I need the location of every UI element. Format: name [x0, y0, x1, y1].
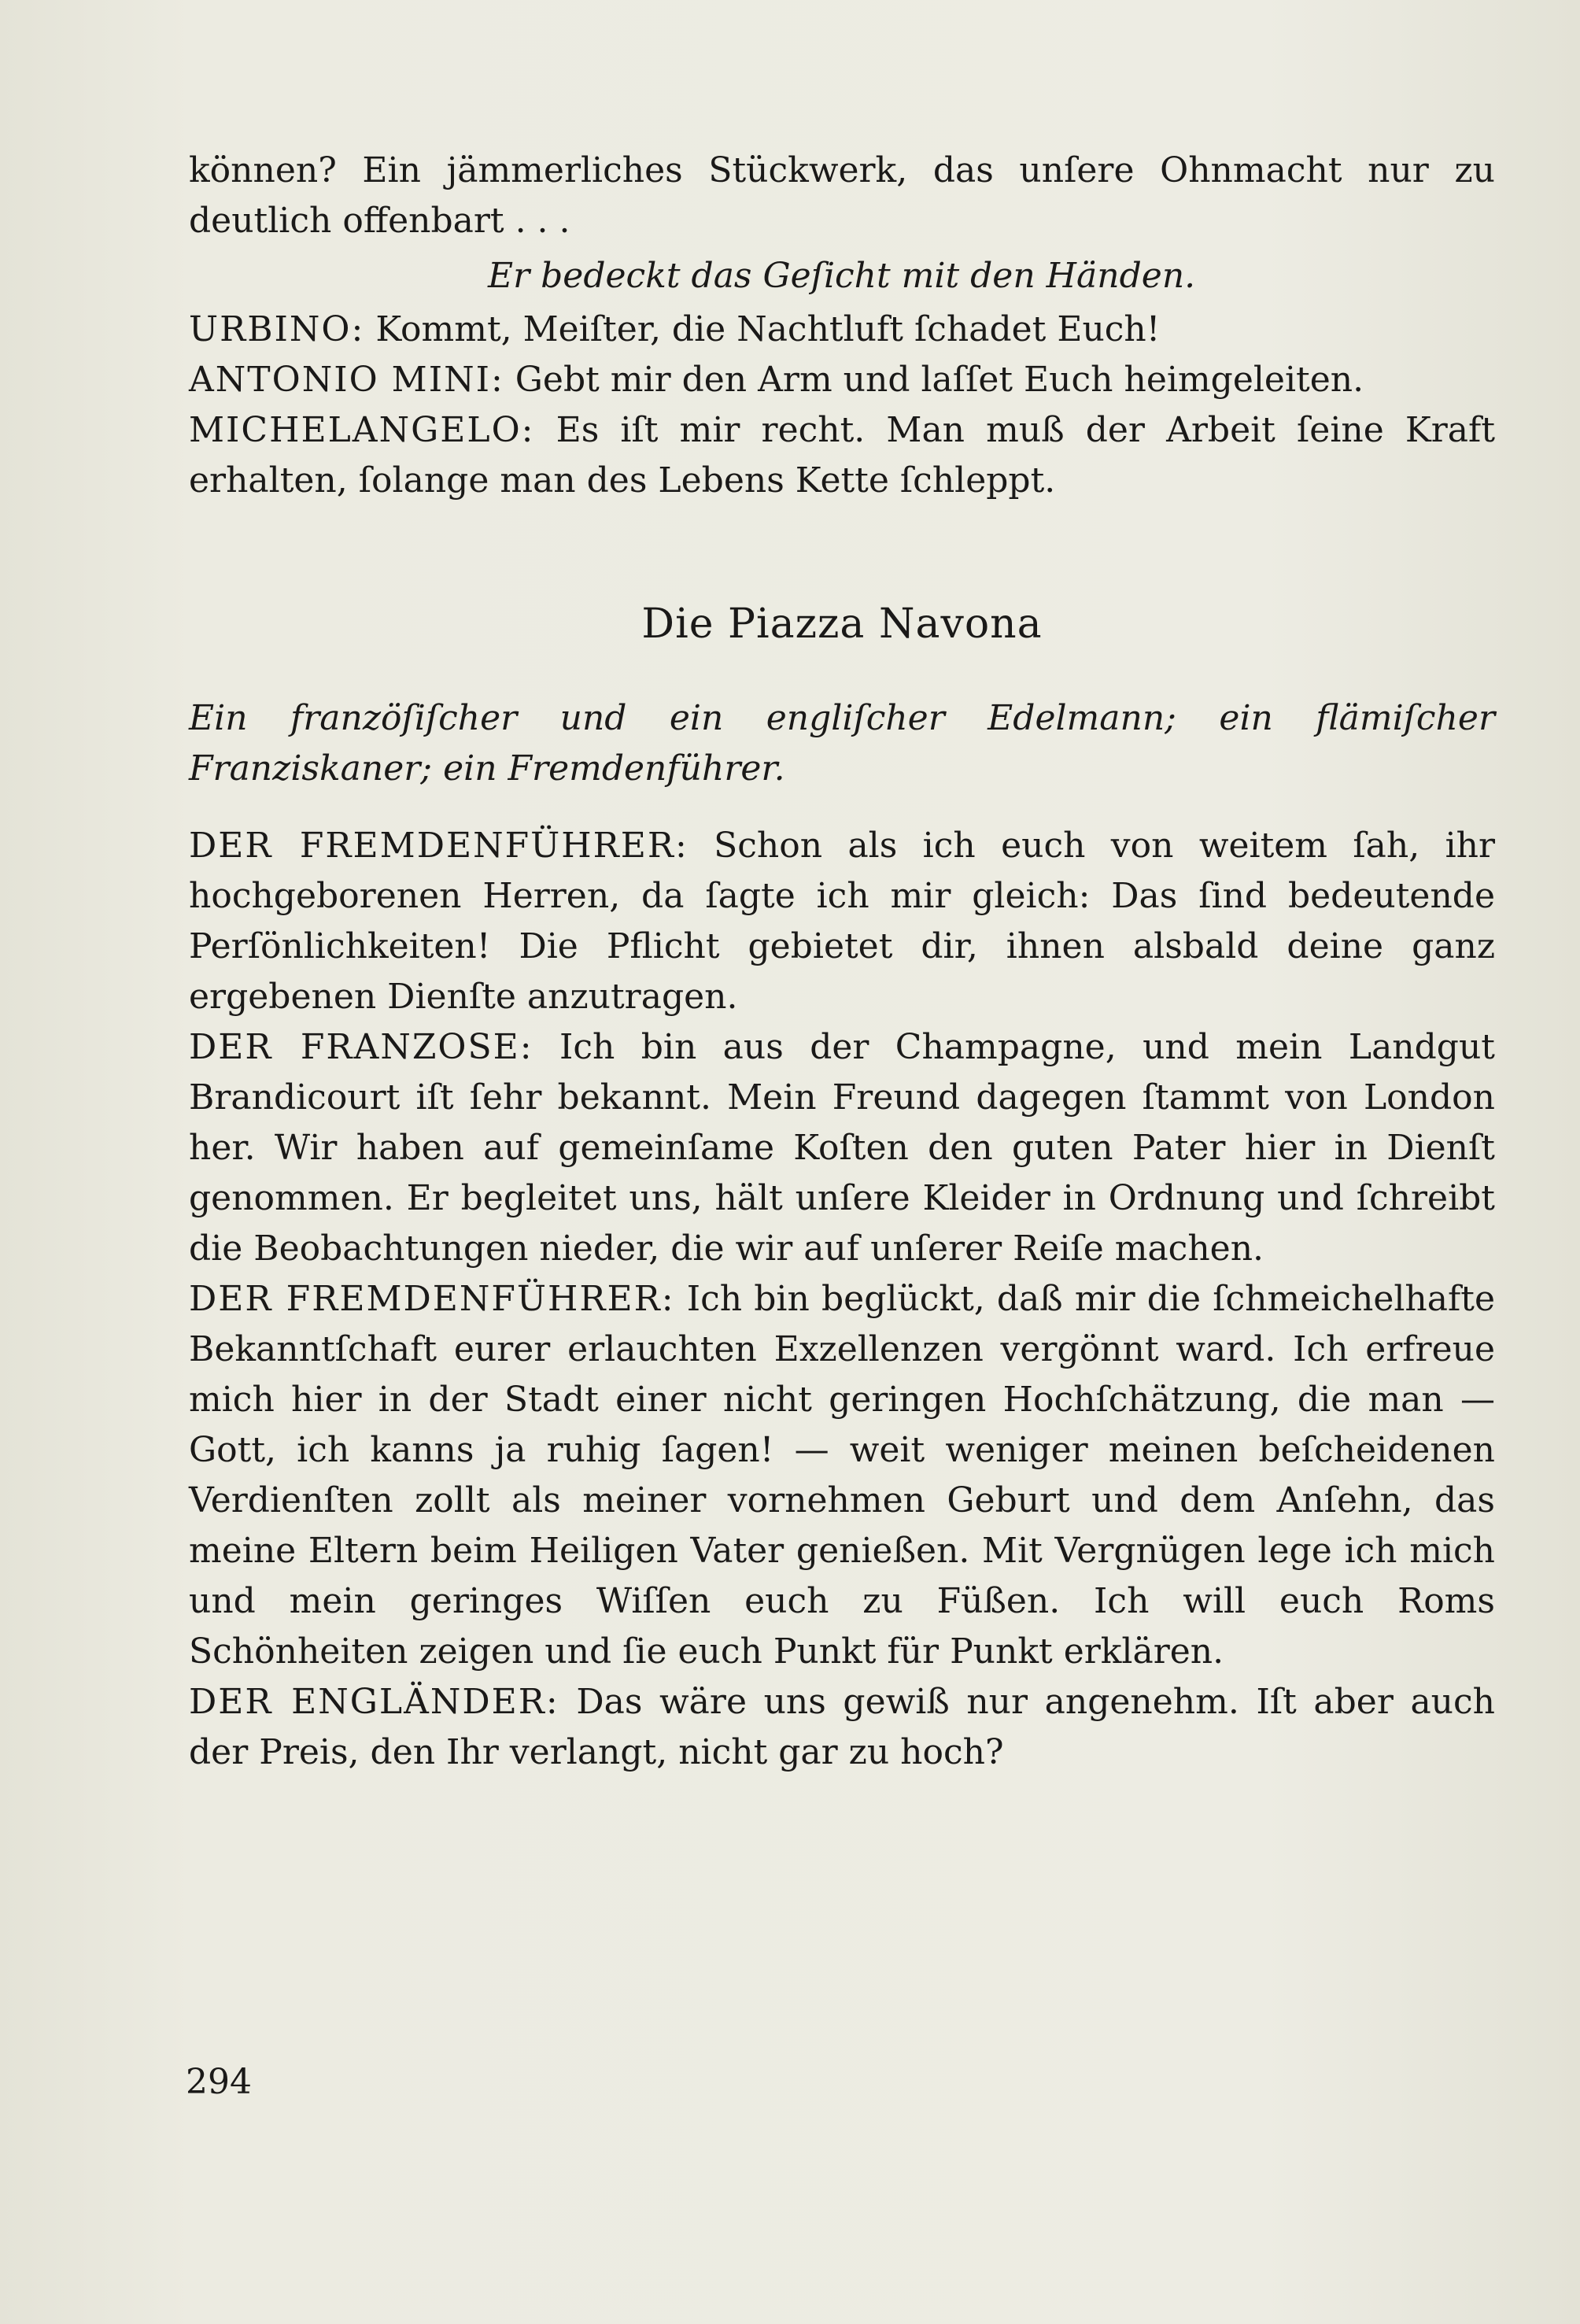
speech-text: Gebt mir den Arm und laſſet Euch heimgeleiten.: [504, 360, 1364, 400]
speech-text: Das wäre uns gewiß nur angenehm. Iſt aber auch der Preis, den Ihr verlangt, nicht gar zu hoch?: [189, 1682, 1496, 1772]
dialogue-line-englaender: [189, 1677, 1495, 1778]
dialogue-line-fremdenfuehrer-2: [189, 1274, 1495, 1677]
speaker-name: MICHELANGELO:: [189, 410, 535, 450]
speech-text: Schon als ich euch von weitem ſah, ihr hochgeborenen Herren, da ſagte ich mir gleich: Das ſind bedeutende Perſönlichkeiten! Die Pflicht gebietet dir, ihnen alsbald deine ganz ergebenen Dienſte anzutragen.: [189, 826, 1496, 1017]
page-number: 294: [186, 2062, 252, 2102]
dialogue-line-antonio-mini: [189, 355, 1495, 405]
cast-list: Ein franzöſiſcher und ein engliſcher Edelmann; ein flämiſcher Franziskaner; ein Fremdenführer.: [189, 698, 1495, 789]
speaker-name: DER FREMDENFÜHRER:: [189, 1279, 675, 1319]
speech-text: Ich bin aus der Champagne, und mein Landgut Brandicourt iſt ſehr bekannt. Mein Freund dagegen ſtammt von London her. Wir haben auf gemeinſame Koſten den guten Pater hier in Dienſt genommen. Er begleitet uns, hält unſere Kleider in Ordnung und ſchreibt die Beobachtungen nieder, die wir auf unſerer Reiſe machen.: [189, 1027, 1495, 1269]
dialogue-line-michelangelo: [189, 405, 1495, 506]
speaker-name: DER FREMDENFÜHRER:: [189, 826, 688, 866]
speech-text: Es iſt mir recht. Man muß der Arbeit ſeine Kraft erhalten, ſolange man des Lebens Kette ſchleppt.: [189, 410, 1495, 501]
speech-text: Ich bin beglückt, daß mir die ſchmeichelhafte Bekanntſchaft eurer erlauchten Exzellenzen vergönnt ward. Ich erfreue mich hier in der Stadt einer nicht geringen Hochſchätzung, die man — Gott, ich kanns ja ruhig ſagen! — weit weniger meinen beſcheidenen Verdienſten zollt als meiner vornehmen Geburt und dem Anſehn, das meine Eltern beim Heiligen Vater genießen. Mit Vergnügen lege ich mich und mein geringes Wiſſen euch zu Füßen. Ich will euch Roms Schönheiten zeigen und ſie euch Punkt für Punkt erklären.: [189, 1279, 1495, 1672]
text-continuation: können? Ein jämmerliches Stückwerk, das unſere Ohnmacht nur zu deutlich offenbart . . .: [189, 150, 1495, 241]
dialogue-line-urbino: [189, 305, 1495, 355]
section-title: Die Piazza Navona: [641, 600, 1043, 648]
page-text: [189, 146, 1495, 1778]
dialogue-line-fremdenfuehrer-1: [189, 821, 1495, 1022]
speaker-name: ANTONIO MINI:: [189, 360, 504, 400]
speaker-name: URBINO:: [189, 309, 365, 349]
dialogue-line-franzose: [189, 1022, 1495, 1274]
speech-text: Kommt, Meiſter, die Nachtluft ſchadet Euch!: [364, 309, 1161, 349]
speaker-name: DER FRANZOSE:: [189, 1027, 533, 1067]
speaker-name: DER ENGLÄNDER:: [189, 1682, 559, 1722]
stage-direction: Er bedeckt das Geſicht mit den Händen.: [488, 256, 1196, 296]
